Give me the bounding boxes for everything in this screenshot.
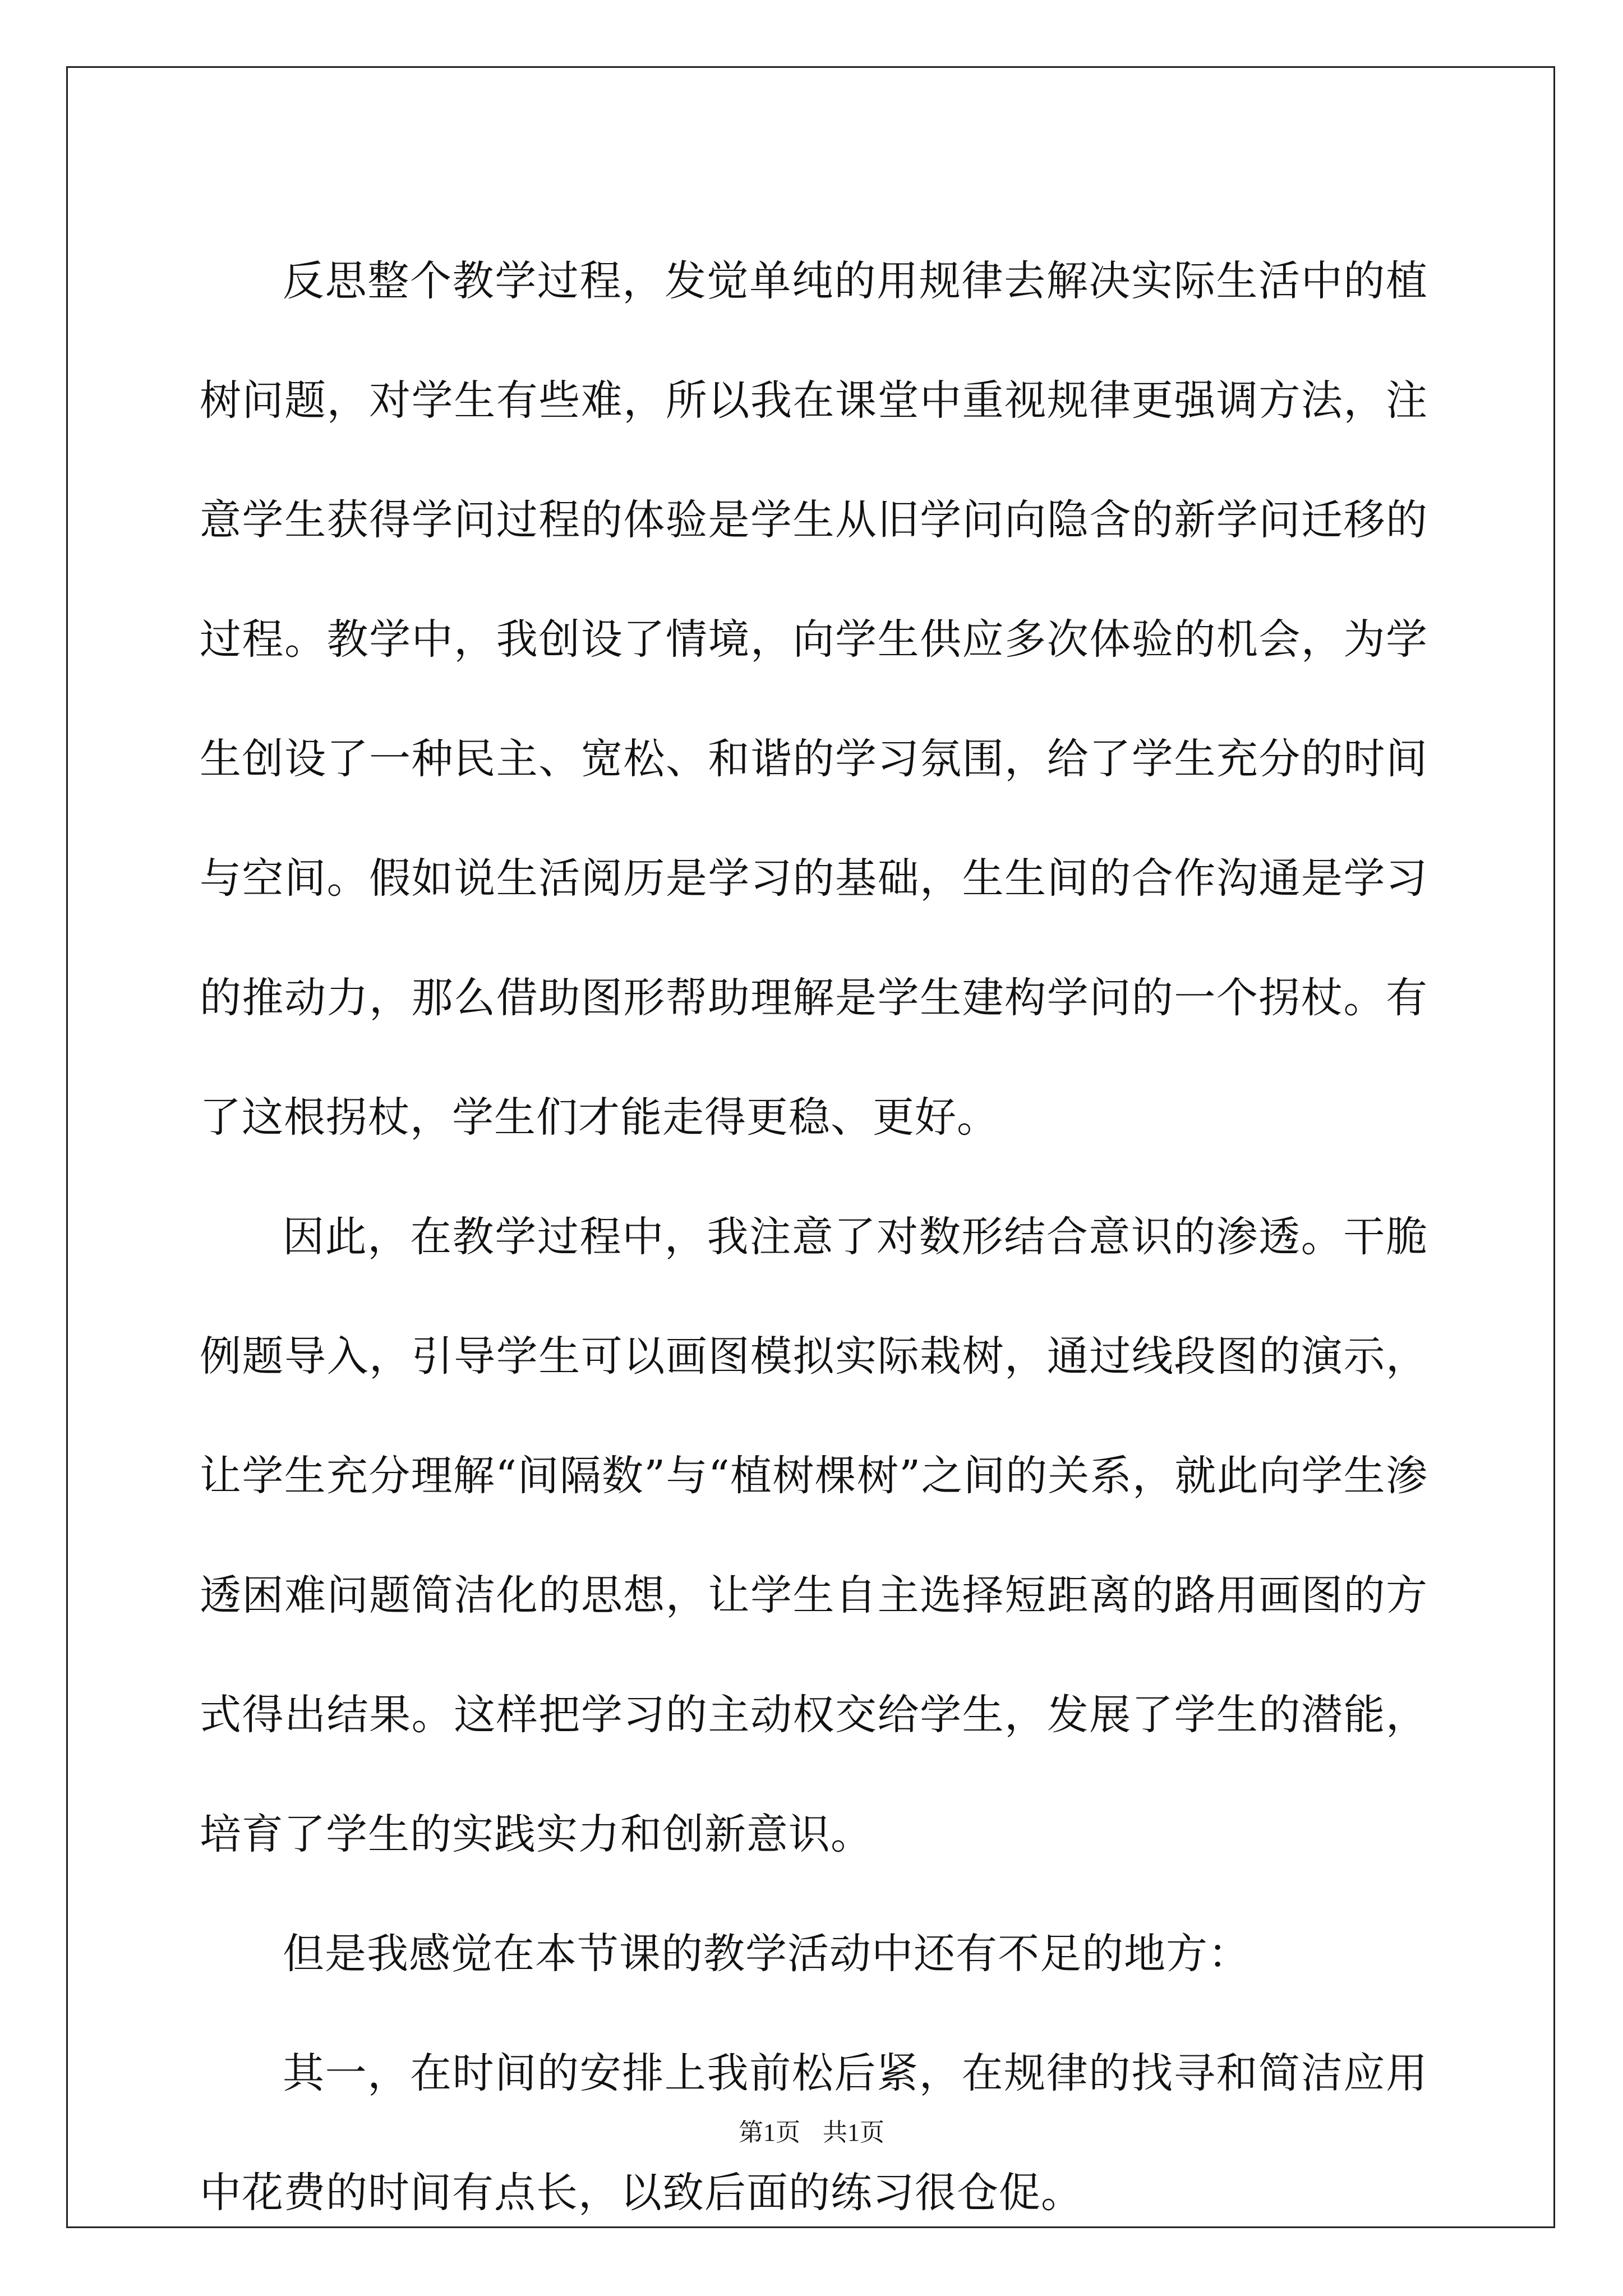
paragraph-method: 因此，在教学过程中，我注意了对数形结合意识的渗透。干脆例题导入，引导学生可以画图模拟实际栽树，通过线段图的演示，让学生充分理解“间隔数”与“植树棵树”之间的关系，就此向学生渗透困难问题简洁化的思想，让学生自主选择短距离的路用画图的方式得出结果。这样把学习的主动权交给学生，发展了学生的潜能，培育了学生的实践实力和创新意识。 <box>200 1213 1428 1858</box>
paragraph-shortcoming-one: 其一，在时间的安排上我前松后紧，在规律的找寻和简洁应用中花费的时间有点长，以致后面的练习很仓促。 <box>200 2049 1428 2217</box>
document-body <box>200 222 1428 2253</box>
paragraph-shortcomings-intro: 但是我感觉在本节课的教学活动中还有不足的地方： <box>283 1930 1250 1978</box>
page-footer <box>0 2116 1623 2150</box>
paragraph-reflection: 反思整个教学过程，发觉单纯的用规律去解决实际生活中的植树问题，对学生有些难，所以我在课堂中重视规律更强调方法，注意学生获得学问过程的体验是学生从旧学问向隐含的新学问迁移的过程。教学中，我创设了情境，向学生供应多次体验的机会，为学生创设了一种民主、宽松、和谐的学习氛围，给了学生充分的时间与空间。假如说生活阅历是学习的基础，生生间的合作沟通是学习的推动力，那么借助图形帮助理解是学生建构学问的一个拐杖。有了这根拐杖，学生们才能走得更稳、更好。 <box>200 257 1428 1142</box>
page-number-current: 第1页 <box>739 2119 800 2146</box>
page-number-total: 共1页 <box>823 2119 884 2146</box>
